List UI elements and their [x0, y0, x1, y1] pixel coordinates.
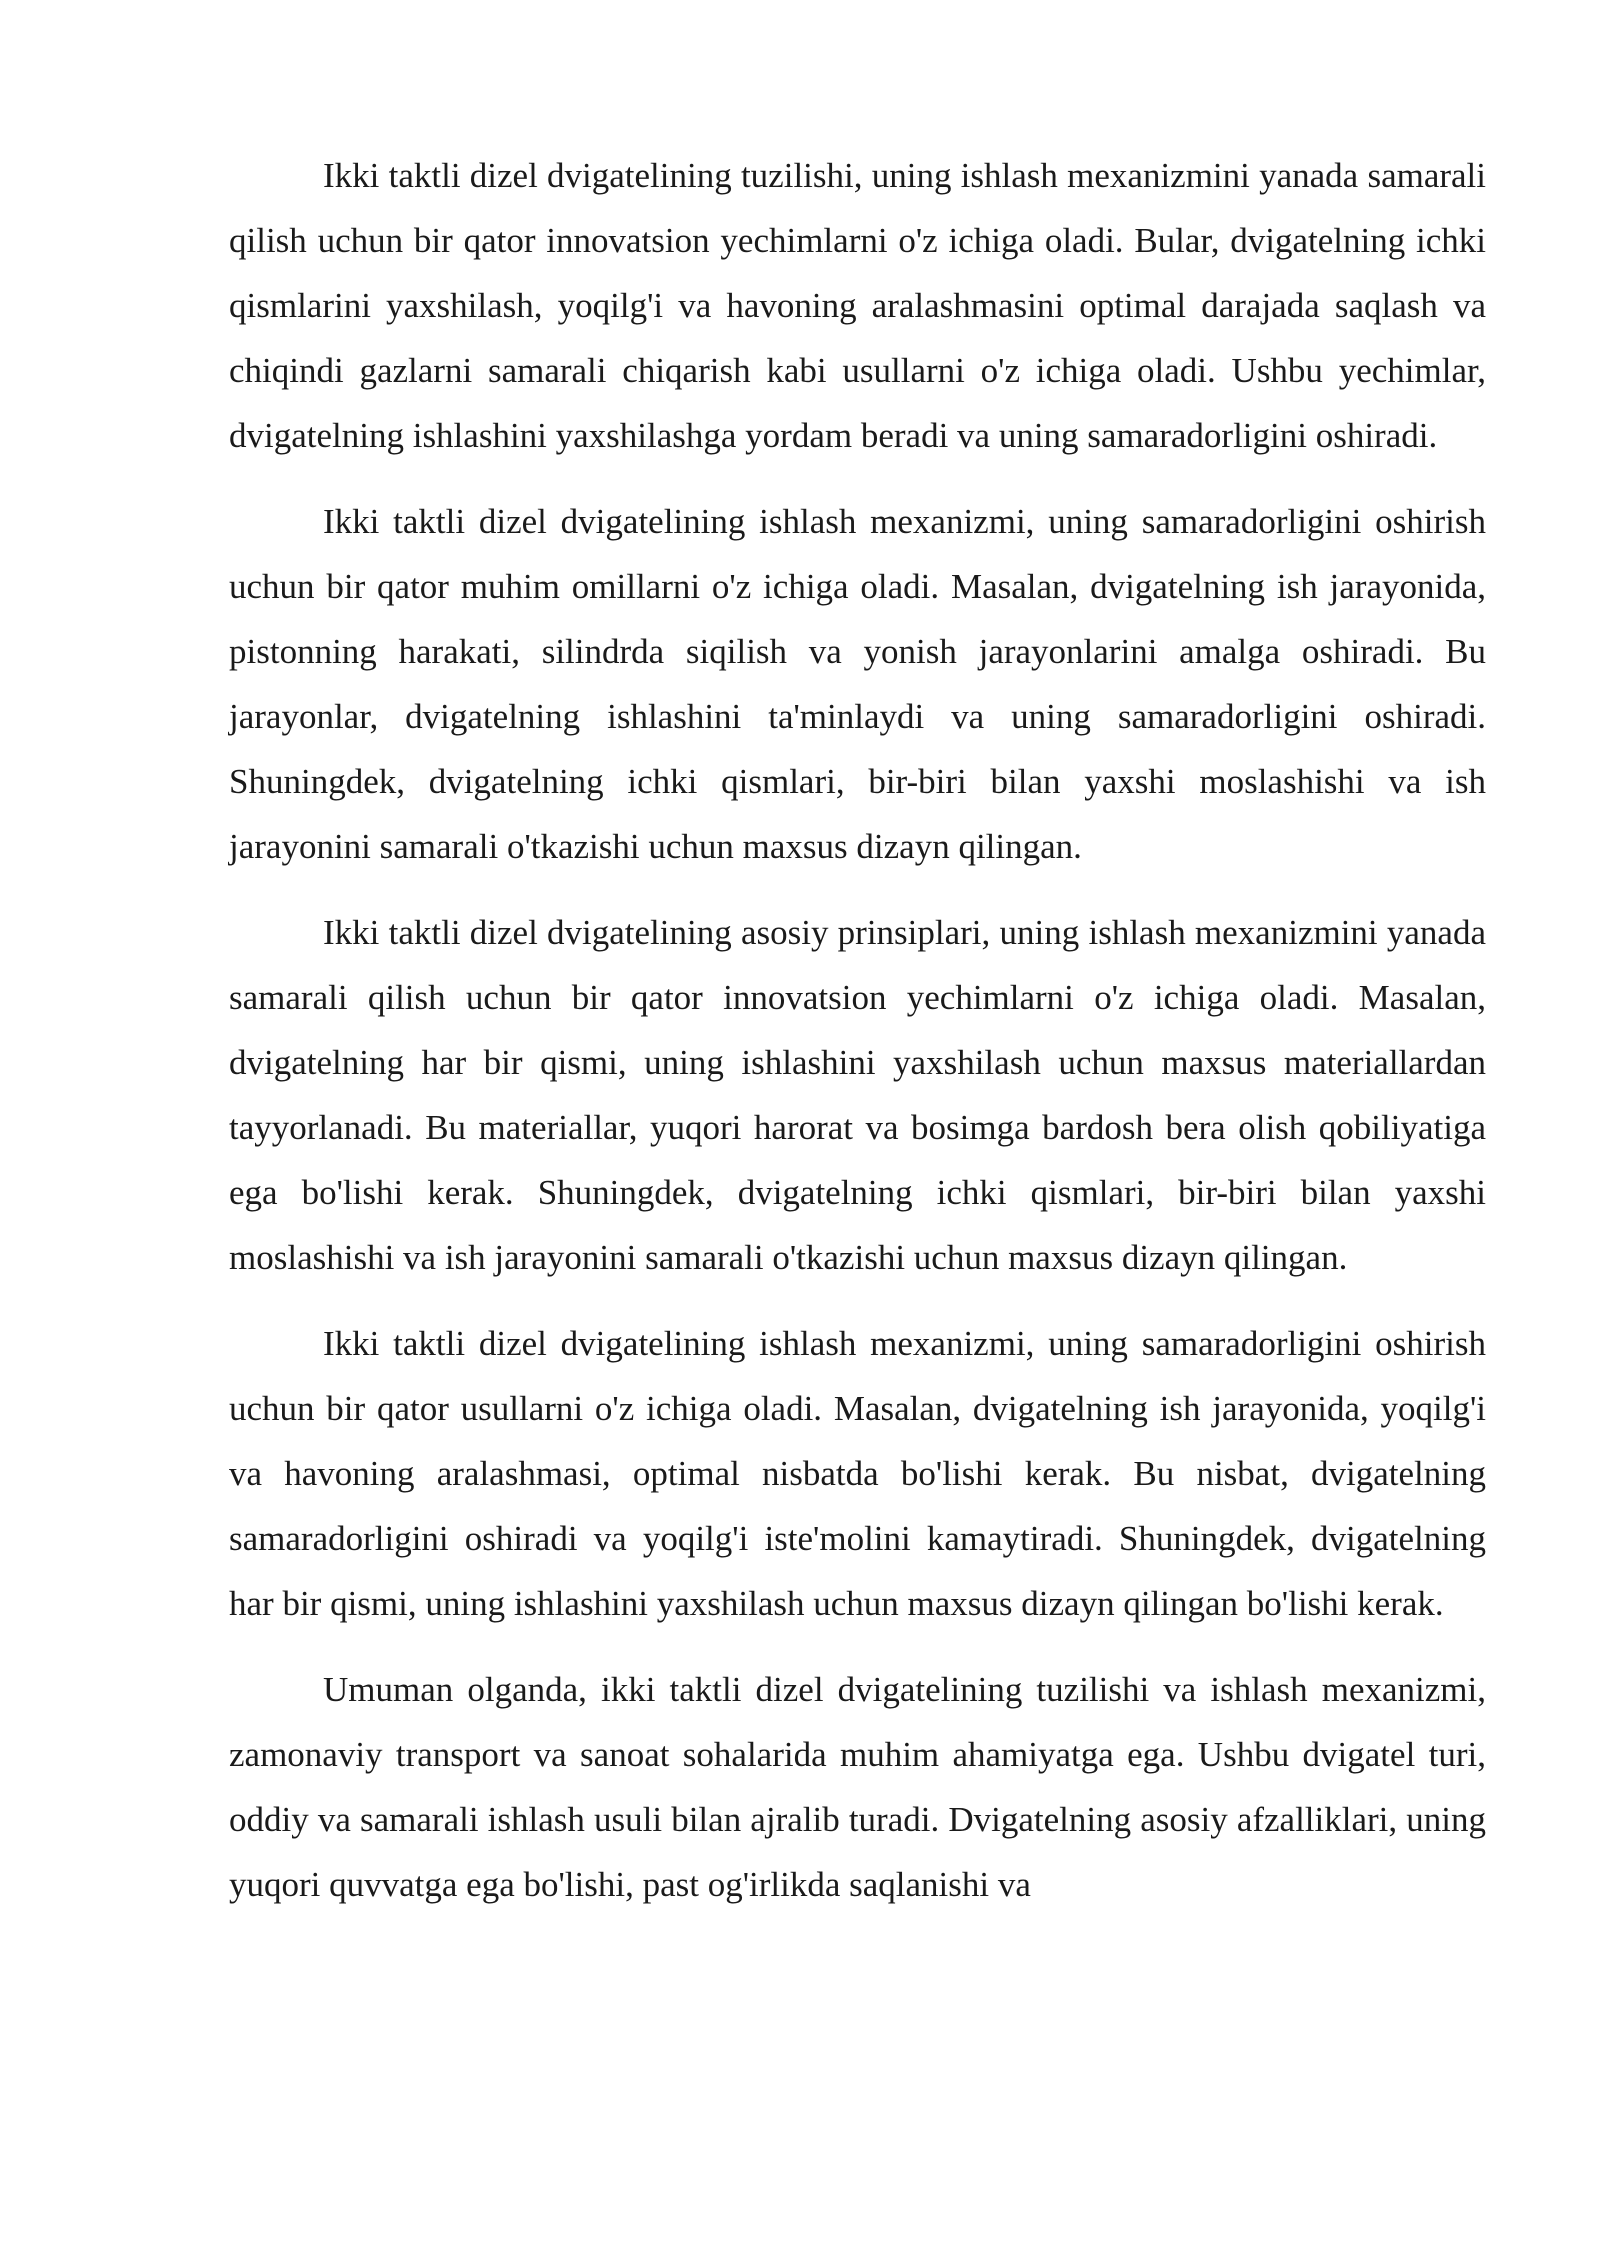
- paragraph-1: Ikki taktli dizel dvigatelining tuzilishi, uning ishlash mexanizmini yanada samarali qilish uchun bir qator innovatsion yechimlarni o'z ichiga oladi. Bular, dvigatelning ichki qismlarini yaxshilash, yoqilg'i va havoning aralashmasini optimal darajada saqlash va chiqindi gazlarni samarali chiqarish kabi usullarni o'z ichiga oladi. Ushbu yechimlar, dvigatelning ishlashini yaxshilashga yordam beradi va uning samaradorligini oshiradi.: [229, 156, 1486, 455]
- paragraph-2: Ikki taktli dizel dvigatelining ishlash mexanizmi, uning samaradorligini oshirish uchun bir qator muhim omillarni o'z ichiga oladi. Masalan, dvigatelning ish jarayonida, pistonning harakati, silindrda siqilish va yonish jarayonlarini amalga oshiradi. Bu jarayonlar, dvigatelning ishlashini ta'minlaydi va uning samaradorligini oshiradi. Shuningdek, dvigatelning ichki qismlari, bir-biri bilan yaxshi moslashishi va ish jarayonini samarali o'tkazishi uchun maxsus dizayn qilingan.: [229, 502, 1486, 866]
- paragraph-3: Ikki taktli dizel dvigatelining asosiy prinsiplari, uning ishlash mexanizmini yanada samarali qilish uchun bir qator innovatsion yechimlarni o'z ichiga oladi. Masalan, dvigatelning har bir qismi, uning ishlashini yaxshilash uchun maxsus materiallardan tayyorlanadi. Bu materiallar, yuqori harorat va bosimga bardosh bera olish qobiliyatiga ega bo'lishi kerak. Shuningdek, dvigatelning ichki qismlari, bir-biri bilan yaxshi moslashishi va ish jarayonini samarali o'tkazishi uchun maxsus dizayn qilingan.: [229, 913, 1486, 1277]
- paragraph-4: Ikki taktli dizel dvigatelining ishlash mexanizmi, uning samaradorligini oshirish uchun bir qator usullarni o'z ichiga oladi. Masalan, dvigatelning ish jarayonida, yoqilg'i va havoning aralashmasi, optimal nisbatda bo'lishi kerak. Bu nisbat, dvigatelning samaradorligini oshiradi va yoqilg'i iste'molini kamaytiradi. Shuningdek, dvigatelning har bir qismi, uning ishlashini yaxshilash uchun maxsus dizayn qilingan bo'lishi kerak.: [229, 1324, 1486, 1623]
- paragraph-5: Umuman olganda, ikki taktli dizel dvigatelining tuzilishi va ishlash mexanizmi, zamonaviy transport va sanoat sohalarida muhim ahamiyatga ega. Ushbu dvigatel turi, oddiy va samarali ishlash usuli bilan ajralib turadi. Dvigatelning asosiy afzalliklari, uning yuqori quvvatga ega bo'lishi, past og'irlikda saqlanishi va: [229, 1670, 1486, 1904]
- page-body: [229, 143, 1486, 1917]
